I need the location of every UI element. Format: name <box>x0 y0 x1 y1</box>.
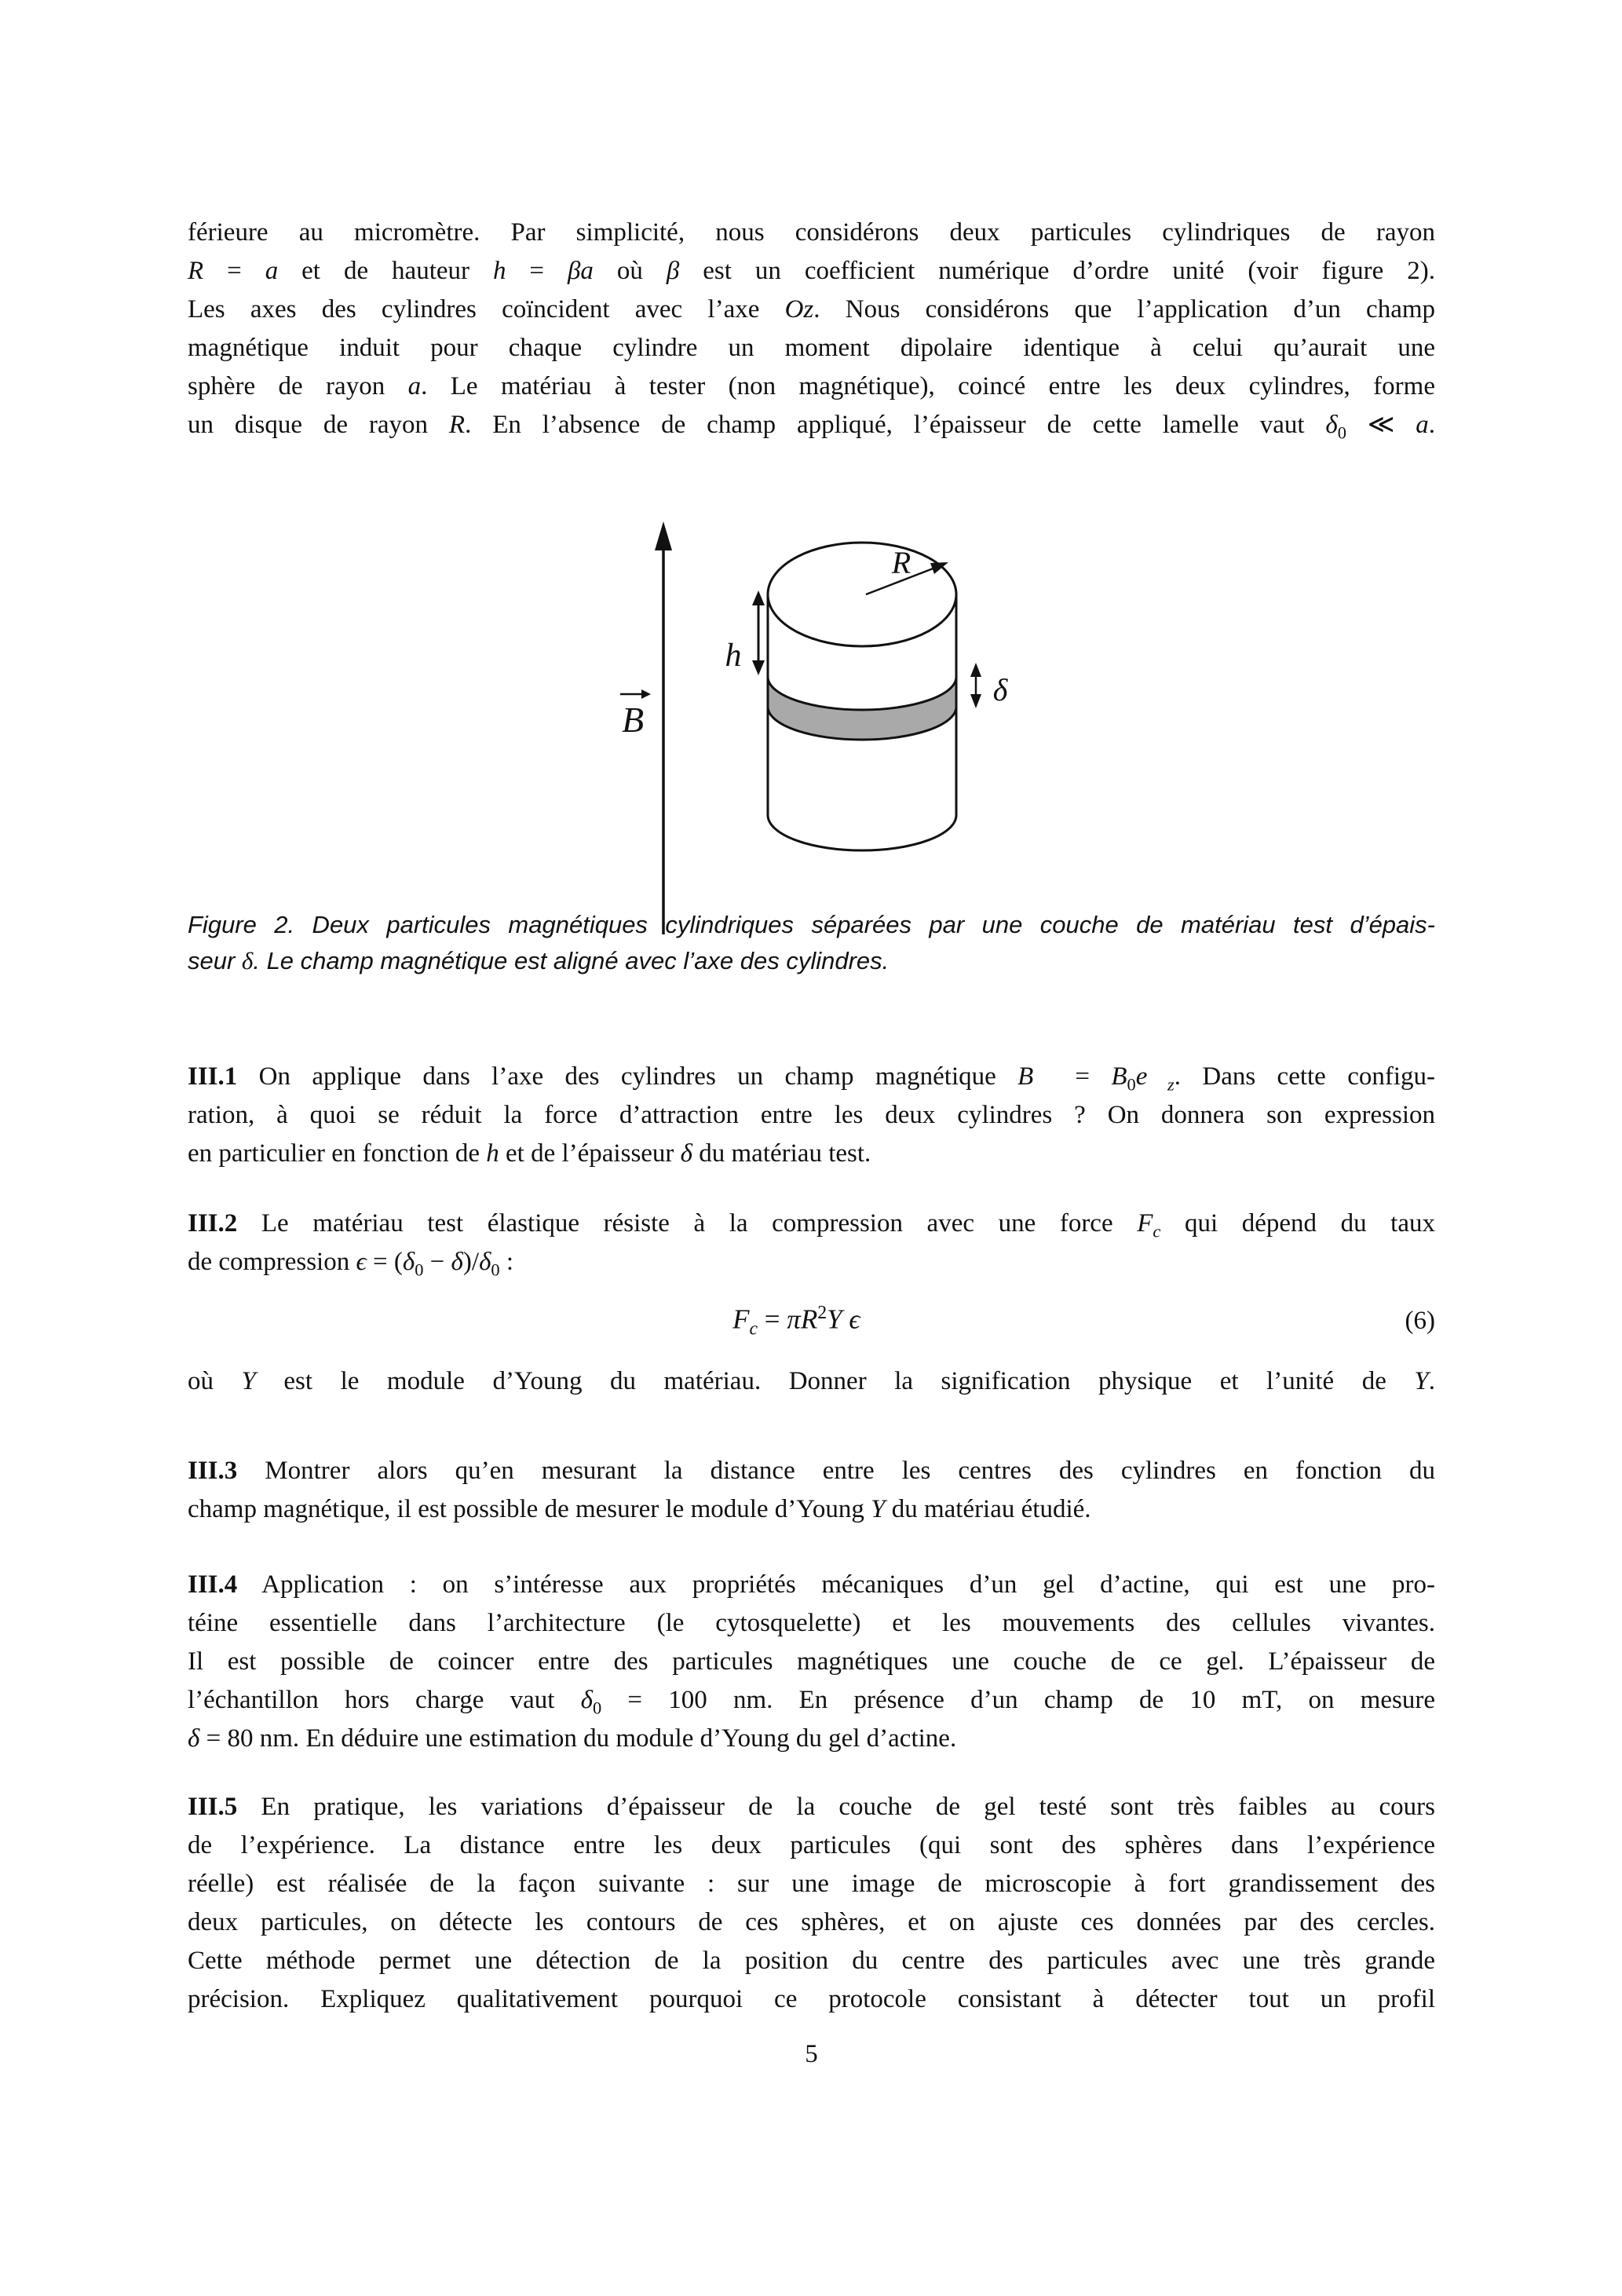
intro-paragraph <box>188 214 1435 444</box>
test-material-band <box>768 677 956 740</box>
question-III-3 <box>188 1452 1435 1529</box>
cylinder-top-face <box>768 543 956 646</box>
text-line: réelle) est réalisée de la façon suivante : sur une image de microscopie à fort grandissement des <box>188 1870 1435 1898</box>
text-line: sphère de rayon a. Le matériau à tester (non magnétique), coincé entre les deux cylindres, forme <box>188 372 1435 400</box>
text-line: champ magnétique, il est possible de mesurer le module d’Young Y du matériau étudié. <box>188 1495 1091 1523</box>
text-line: III.1 On applique dans l’axe des cylindres un champ magnétique B⃗ = $B_0e⃗_z$. Dans cette configu- <box>188 1062 1435 1095</box>
figure-2 <box>573 495 1060 958</box>
question-III-5 <box>188 1788 1435 2019</box>
text-line: δ = 80 nm. En déduire une estimation du module d’Young du gel d’actine. <box>188 1724 957 1753</box>
delta-arrowhead-down <box>970 694 981 708</box>
equation-number: (6) <box>1405 1307 1435 1335</box>
text-line: III.5 En pratique, les variations d’épaisseur de la couche de gel testé sont très faibles au cours <box>188 1793 1435 1821</box>
equation-6 <box>188 1296 1435 1346</box>
text-line: III.2 Le matériau test élastique résiste à la compression avec une force $F_c$ qui dépend du taux <box>188 1209 1435 1241</box>
b-vector-overbar-head <box>641 689 651 699</box>
after-equation-text <box>188 1362 1435 1401</box>
cylinder-bottom-face <box>768 815 956 850</box>
equation-formula: $F_c = \pi R^2Y$ ϵ <box>732 1302 860 1340</box>
text-line: deux particules, on détecte les contours de ces sphères, et on ajuste ces données par des cercles. <box>188 1908 1435 1936</box>
caption-line: seur δ. Le champ magnétique est aligné avec l’axe des cylindres. <box>188 947 890 974</box>
height-label: h <box>725 638 742 674</box>
text-line: où Y est le module d’Young du matériau. Donner la signification physique et l’unité de Y. <box>188 1367 1435 1395</box>
b-field-label: B <box>621 700 645 740</box>
question-III-2 <box>188 1205 1435 1281</box>
figure-caption <box>188 907 1435 979</box>
text-line: Les axes des cylindres coïncident avec l’axe Oz. Nous considérons que l’application d’un champ <box>188 295 1436 324</box>
caption-line: Figure 2. Deux particules magnétiques cylindriques séparées par une couche de matériau test d’épais- <box>188 911 1435 938</box>
text-line: l’échantillon hors charge vaut $\delta_0 = 100$ nm. En présence d’un champ de 10 mT, on mesure <box>188 1686 1435 1718</box>
radius-label: R <box>891 545 911 580</box>
text-line: III.4 Application : on s’intéresse aux propriétés mécaniques d’un gel d’actine, qui est une pro- <box>188 1570 1435 1599</box>
b-field-arrowhead <box>655 521 672 550</box>
question-III-1 <box>188 1058 1435 1173</box>
text-line: Il est possible de coincer entre des particules magnétiques une couche de ce gel. L’épaisseur de <box>188 1647 1435 1676</box>
text-line: férieure au micromètre. Par simplicité, nous considérons deux particules cylindriques de rayon <box>188 218 1435 247</box>
text-line: Cette méthode permet une détection de la position du centre des particules avec une très grande <box>188 1947 1435 1975</box>
height-arrowhead-up <box>752 590 765 605</box>
delta-label: δ <box>992 672 1008 707</box>
delta-arrowhead-up <box>970 663 981 677</box>
text-line: III.3 Montrer alors qu’en mesurant la distance entre les centres des cylindres en fonction du <box>188 1457 1435 1485</box>
text-line: de compression $\epsilon = (\delta_0 - \delta)/\delta_0$ : <box>188 1248 514 1280</box>
text-line: magnétique induit pour chaque cylindre un moment dipolaire identique à celui qu’aurait une <box>188 334 1435 362</box>
text-line: précision. Expliquez qualitativement pourquoi ce protocole consistant à détecter tout un profil <box>188 1985 1435 2013</box>
text-line: R = a et de hauteur h = βa où β est un coefficient numérique d’ordre unité (voir figure 2). <box>188 257 1435 285</box>
text-line: en particulier en fonction de h et de l’épaisseur δ du matériau test. <box>188 1139 871 1168</box>
height-arrowhead-down <box>752 660 765 675</box>
text-line: ration, à quoi se réduit la force d’attraction entre les deux cylindres ? On donnera son expression <box>188 1101 1435 1129</box>
text-line: téine essentielle dans l’architecture (le cytosquelette) et les mouvements des cellules vivantes. <box>188 1609 1435 1637</box>
text-line: de l’expérience. La distance entre les deux particules (qui sont des sphères dans l’expérience <box>188 1831 1435 1859</box>
question-III-4 <box>188 1566 1435 1758</box>
page-number: 5 <box>805 2040 818 2068</box>
text-line: un disque de rayon R. En l’absence de champ appliqué, l’épaisseur de cette lamelle vaut $\delta_0$ ≪ a. <box>188 411 1435 443</box>
